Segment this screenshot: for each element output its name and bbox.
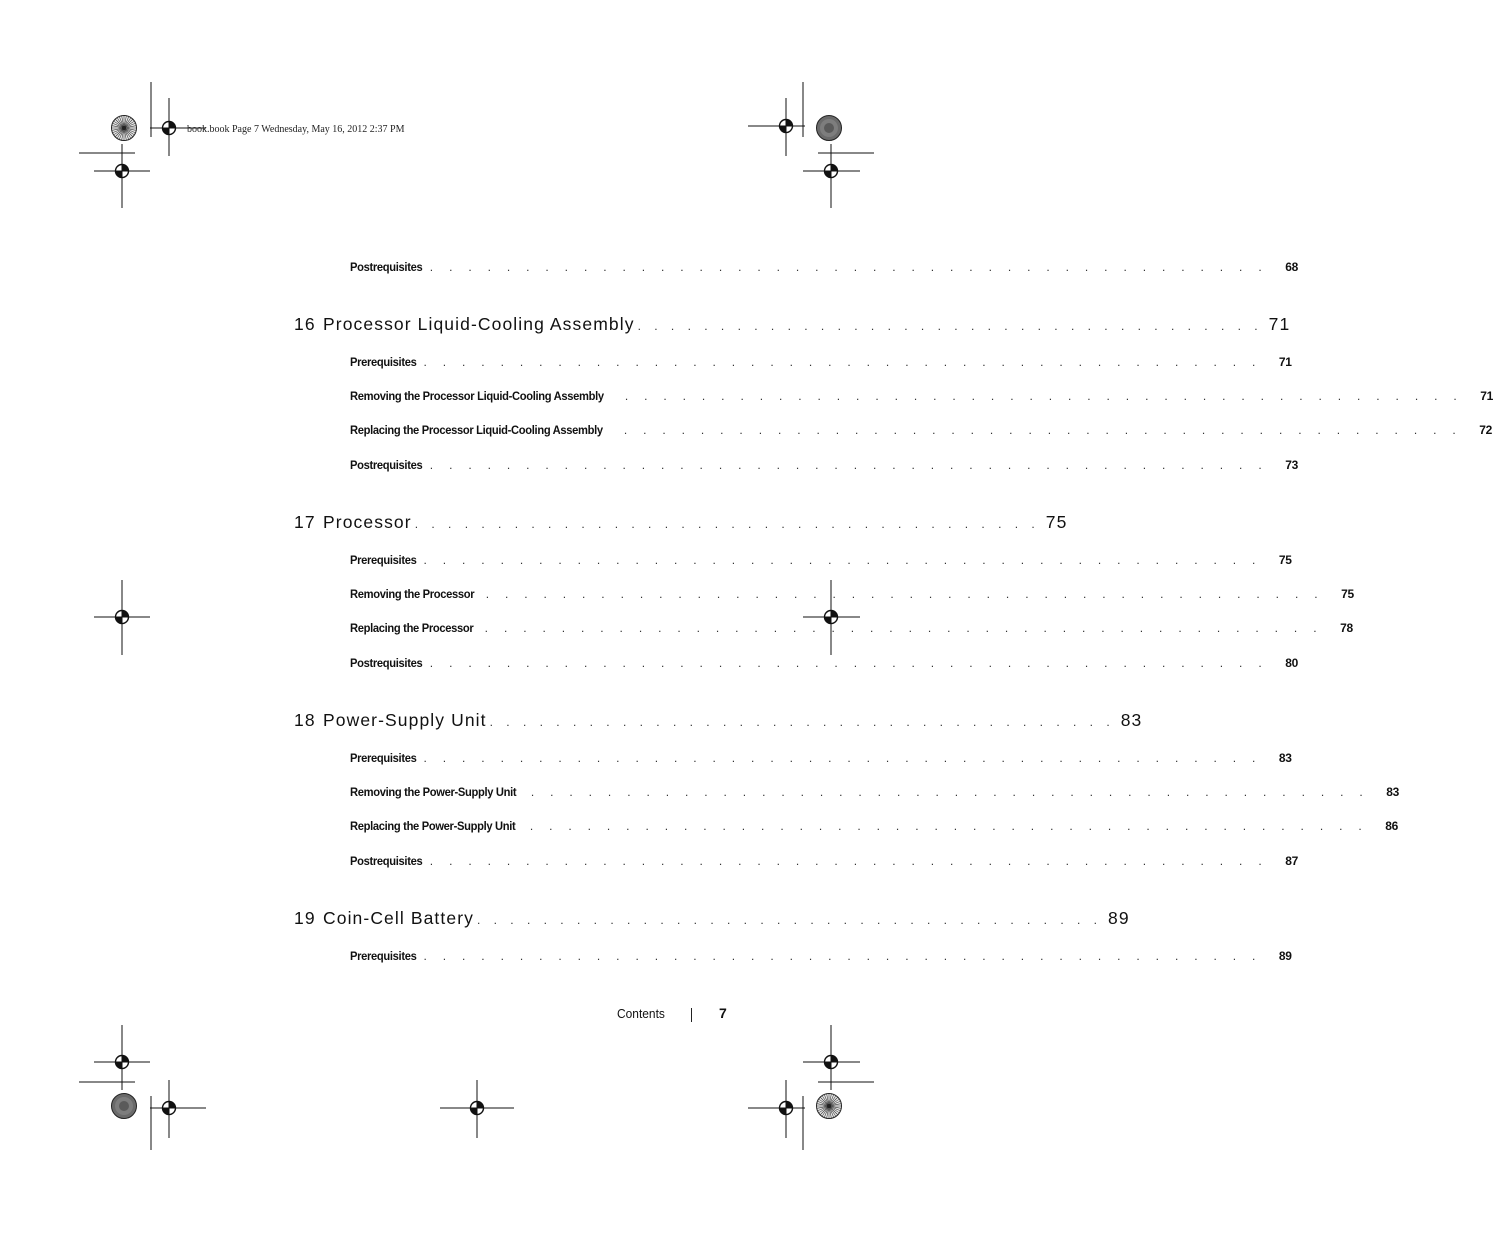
entry-title: Replacing the Processor [350, 621, 474, 635]
footer-divider [691, 1008, 692, 1022]
entry-page: 75 [1278, 553, 1292, 567]
crop-lines [79, 82, 874, 1150]
entry-page: 83 [1386, 785, 1400, 799]
dot-leader: . . . . . . . . . . . . . . . . . . . . . . . . . . . . . . . . . . . . . . [637, 319, 1263, 333]
entry-page: 86 [1385, 819, 1398, 833]
chapter-page: 75 [1045, 512, 1068, 532]
toc-entry[interactable] [350, 751, 1292, 769]
chapter-title: Processor [323, 512, 412, 532]
toc-entry[interactable] [350, 553, 1292, 571]
entry-title: Removing the Processor [350, 587, 475, 601]
entry-title: Prerequisites [350, 553, 417, 567]
toc-chapter[interactable] [294, 314, 1291, 340]
entry-page: 80 [1285, 656, 1298, 670]
chapter-page: 71 [1268, 314, 1291, 334]
dot-leader: . . . . . . . . . . . . . . . . . . . . . . . . . . . . . . . . . . . . . . . . . . . . [485, 587, 1324, 601]
chapter-title: Coin-Cell Battery [323, 908, 474, 928]
toc-entry[interactable] [350, 785, 1400, 803]
entry-title: Postrequisites [350, 458, 423, 472]
dot-leader: . . . . . . . . . . . . . . . . . . . . . . . . . . . . . . . . . . . . . . . . . . . . [624, 389, 1463, 403]
dot-leader: . . . . . . . . . . . . . . . . . . . . . . . . . . . . . . . . . . . . . . . . . . . . [530, 785, 1370, 799]
dot-leader: . . . . . . . . . . . . . . . . . . . . . . . . . . . . . . . . . . . . . . . . . . . . [423, 553, 1262, 567]
entry-title: Prerequisites [350, 355, 417, 369]
entry-title: Postrequisites [350, 656, 423, 670]
dot-leader: . . . . . . . . . . . . . . . . . . . . . . . . . . . . . . . . . . . . . . . . . . . . [484, 621, 1323, 635]
dot-leader: . . . . . . . . . . . . . . . . . . . . . . . . . . . . . . . . . . . . . . [476, 913, 1103, 927]
toc-entry[interactable] [350, 587, 1354, 605]
entry-page: 87 [1285, 854, 1298, 868]
toc-entry[interactable] [350, 260, 1298, 278]
dot-leader: . . . . . . . . . . . . . . . . . . . . . . . . . . . . . . . . . . . . . . [489, 715, 1115, 729]
dot-leader: . . . . . . . . . . . . . . . . . . . . . . . . . . . . . . . . . . . . . . . . . . . . [429, 458, 1268, 472]
chapter-title: Power-Supply Unit [323, 710, 487, 730]
chapter-number: 18 [294, 710, 316, 730]
toc-chapter[interactable] [294, 512, 1068, 538]
dot-leader: . . . . . . . . . . . . . . . . . . . . . . . . . . . . . . . . . . . . . . . . . . . . [623, 423, 1462, 437]
entry-title: Postrequisites [350, 854, 423, 868]
dot-leader: . . . . . . . . . . . . . . . . . . . . . . . . . . . . . . . . . . . . . . . . . . . . [423, 355, 1262, 369]
dot-leader: . . . . . . . . . . . . . . . . . . . . . . . . . . . . . . . . . . . . . . . . . . . . [529, 819, 1368, 833]
toc-entry[interactable] [350, 458, 1298, 476]
entry-title: Removing the Processor Liquid-Cooling Assembly [350, 389, 604, 403]
toc-chapter[interactable] [294, 710, 1143, 736]
entry-title: Prerequisites [350, 751, 417, 765]
entry-page: 89 [1278, 949, 1292, 963]
footer-section-label: Contents [617, 1006, 665, 1021]
entry-title: Prerequisites [350, 949, 417, 963]
toc-entry[interactable] [350, 854, 1298, 872]
footer-page-number: 7 [719, 1005, 727, 1021]
toc-entry[interactable] [350, 423, 1492, 441]
dot-leader: . . . . . . . . . . . . . . . . . . . . . . . . . . . . . . . . . . . . . . . . . . . . [423, 751, 1262, 765]
toc-entry[interactable] [350, 656, 1298, 674]
toc-entry[interactable] [350, 355, 1292, 373]
entry-page: 71 [1278, 355, 1292, 369]
entry-page: 71 [1480, 389, 1493, 403]
chapter-number: 16 [294, 314, 316, 334]
dot-leader: . . . . . . . . . . . . . . . . . . . . . . . . . . . . . . . . . . . . . . . . . . . . [429, 260, 1268, 274]
entry-title: Removing the Power-Supply Unit [350, 785, 517, 799]
entry-page: 68 [1285, 260, 1298, 274]
entry-page: 75 [1341, 587, 1354, 601]
dot-leader: . . . . . . . . . . . . . . . . . . . . . . . . . . . . . . . . . . . . . . [414, 517, 1040, 531]
chapter-title: Processor Liquid-Cooling Assembly [323, 314, 635, 334]
entry-page: 83 [1278, 751, 1292, 765]
print-header: book.book Page 7 Wednesday, May 16, 2012 2:37 PM [187, 124, 405, 135]
toc-entry[interactable] [350, 621, 1353, 639]
entry-title: Replacing the Processor Liquid-Cooling Assembly [350, 423, 603, 437]
chapter-page: 83 [1120, 710, 1143, 730]
toc-entry[interactable] [350, 949, 1292, 967]
dot-leader: . . . . . . . . . . . . . . . . . . . . . . . . . . . . . . . . . . . . . . . . . . . . [429, 854, 1268, 868]
toc-entry[interactable] [350, 389, 1493, 407]
dot-leader: . . . . . . . . . . . . . . . . . . . . . . . . . . . . . . . . . . . . . . . . . . . . [429, 656, 1268, 670]
entry-title: Replacing the Power-Supply Unit [350, 819, 516, 833]
chapter-number: 19 [294, 908, 316, 928]
chapter-number: 17 [294, 512, 316, 532]
dot-leader: . . . . . . . . . . . . . . . . . . . . . . . . . . . . . . . . . . . . . . . . . . . . [423, 949, 1262, 963]
entry-page: 78 [1340, 621, 1353, 635]
toc-entry[interactable] [350, 819, 1398, 837]
chapter-page: 89 [1108, 908, 1130, 928]
toc-chapter[interactable] [294, 908, 1130, 934]
entry-page: 72 [1479, 423, 1492, 437]
entry-title: Postrequisites [350, 260, 423, 274]
entry-page: 73 [1285, 458, 1298, 472]
